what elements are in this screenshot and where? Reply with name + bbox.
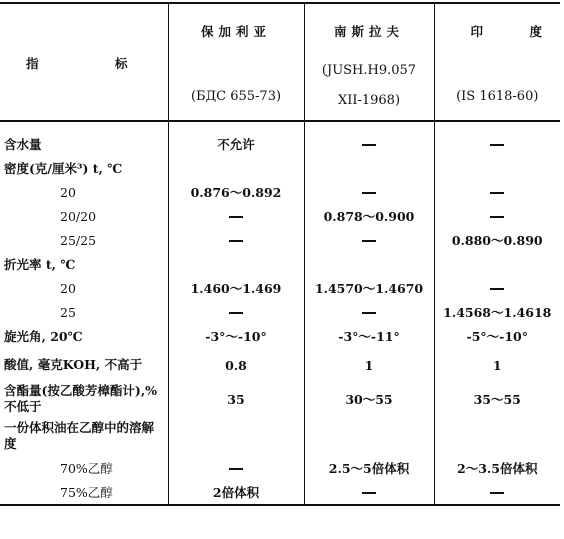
table-row bbox=[0, 228, 560, 252]
row-value-3: 35～55 bbox=[434, 382, 560, 416]
dash-mark bbox=[229, 216, 243, 218]
row-label: 旋光角, 20℃ bbox=[4, 329, 83, 344]
row-value-3 bbox=[434, 156, 560, 180]
row-value-3: 1 bbox=[434, 348, 560, 382]
row-value-2 bbox=[304, 121, 434, 156]
row-value-3: 1.4568～1.4618 bbox=[434, 300, 560, 324]
row-label: 20/20 bbox=[60, 208, 97, 224]
row-value-2 bbox=[304, 180, 434, 204]
essential-oil-standards-table bbox=[0, 2, 560, 506]
row-value-1: 35 bbox=[168, 382, 304, 416]
row-label: 20 bbox=[60, 184, 76, 200]
row-label: 25 bbox=[60, 304, 76, 320]
row-label: 一份体积油在乙醇中的溶解度 bbox=[4, 420, 155, 451]
table-body bbox=[0, 121, 560, 505]
table-row bbox=[0, 252, 560, 276]
row-value-2: -3°～-11° bbox=[304, 324, 434, 348]
row-label: 25/25 bbox=[60, 232, 97, 248]
row-value-2: 30～55 bbox=[304, 382, 434, 416]
index-header-char-2: 标 bbox=[114, 56, 128, 71]
table-row bbox=[0, 324, 560, 348]
table-row bbox=[0, 204, 560, 228]
row-label: 含水量 bbox=[4, 137, 42, 152]
table-row bbox=[0, 456, 560, 480]
row-label: 酸值, 毫克KOH, 不高于 bbox=[4, 357, 143, 372]
row-value-2 bbox=[304, 416, 434, 456]
row-value-1: -3°～-10° bbox=[168, 324, 304, 348]
row-value-3 bbox=[434, 416, 560, 456]
row-value-1: 2倍体积 bbox=[168, 480, 304, 505]
row-value-1: 0.876～0.892 bbox=[168, 180, 304, 204]
row-value-2: 2.5～5倍体积 bbox=[304, 456, 434, 480]
row-label: 70%乙醇 bbox=[60, 461, 113, 476]
table-row bbox=[0, 276, 560, 300]
row-value-3: 0.880～0.890 bbox=[434, 228, 560, 252]
country-header-india bbox=[434, 3, 560, 121]
row-value-2: 0.878～0.900 bbox=[304, 204, 434, 228]
country-header-yugoslavia bbox=[304, 3, 434, 121]
index-header bbox=[0, 3, 168, 121]
row-value-1: 不允许 bbox=[168, 121, 304, 156]
country-name-char-2: 度 bbox=[529, 24, 542, 39]
row-value-1 bbox=[168, 300, 304, 324]
header-row bbox=[0, 3, 560, 121]
country-name-char-1: 印 bbox=[470, 24, 484, 39]
row-value-1 bbox=[168, 416, 304, 456]
table-row bbox=[0, 300, 560, 324]
row-value-1 bbox=[168, 228, 304, 252]
table-row bbox=[0, 348, 560, 382]
country-standard bbox=[305, 56, 434, 116]
row-label: 折光率 t, ℃ bbox=[4, 257, 76, 272]
row-value-1: 0.8 bbox=[168, 348, 304, 382]
dash-mark bbox=[229, 240, 243, 242]
table-row bbox=[0, 382, 560, 416]
dash-mark bbox=[490, 192, 504, 194]
row-value-3 bbox=[434, 480, 560, 505]
table-row bbox=[0, 121, 560, 156]
row-value-2 bbox=[304, 252, 434, 276]
row-value-2: 1 bbox=[304, 348, 434, 382]
row-value-1 bbox=[168, 156, 304, 180]
country-header-bulgaria bbox=[168, 3, 304, 121]
dash-mark bbox=[362, 192, 376, 194]
dash-mark bbox=[362, 492, 376, 494]
row-value-3: 2～3.5倍体积 bbox=[434, 456, 560, 480]
dash-mark bbox=[362, 144, 376, 146]
row-value-2: 1.4570～1.4670 bbox=[304, 276, 434, 300]
dash-mark bbox=[490, 144, 504, 146]
row-value-3: -5°～-10° bbox=[434, 324, 560, 348]
row-value-2 bbox=[304, 156, 434, 180]
row-value-1 bbox=[168, 456, 304, 480]
country-standard-line-1: (JUSH.H9.057 bbox=[321, 63, 417, 78]
row-value-1 bbox=[168, 204, 304, 228]
country-standard: (БДС 655-73) bbox=[190, 89, 282, 104]
row-label: 20 bbox=[60, 280, 76, 296]
row-value-2 bbox=[304, 480, 434, 505]
row-label: 密度(克/厘米³) t, ℃ bbox=[4, 161, 123, 176]
table-row bbox=[0, 416, 560, 456]
row-value-3 bbox=[434, 204, 560, 228]
row-value-3 bbox=[434, 121, 560, 156]
country-name: 南斯拉夫 bbox=[333, 24, 404, 39]
row-value-3 bbox=[434, 252, 560, 276]
dash-mark bbox=[362, 312, 376, 314]
country-standard: (IS 1618-60) bbox=[456, 89, 539, 104]
dash-mark bbox=[490, 216, 504, 218]
dash-mark bbox=[362, 240, 376, 242]
row-value-1 bbox=[168, 252, 304, 276]
row-value-3 bbox=[434, 276, 560, 300]
row-value-3 bbox=[434, 180, 560, 204]
row-label: 含酯量(按乙酸芳樟酯计),%不低于 bbox=[4, 383, 158, 414]
table-row bbox=[0, 480, 560, 505]
country-name: 保加利亚 bbox=[200, 24, 271, 39]
table-row bbox=[0, 180, 560, 204]
dash-mark bbox=[490, 492, 504, 494]
row-value-1: 1.460～1.469 bbox=[168, 276, 304, 300]
row-label: 75%乙醇 bbox=[60, 485, 113, 500]
dash-mark bbox=[229, 468, 243, 470]
index-header-char-1: 指 bbox=[26, 56, 39, 71]
table-row bbox=[0, 156, 560, 180]
dash-mark bbox=[490, 288, 504, 290]
row-value-2 bbox=[304, 228, 434, 252]
country-name bbox=[435, 22, 561, 40]
dash-mark bbox=[229, 312, 243, 314]
country-standard-line-2: XII-1968) bbox=[337, 93, 401, 108]
row-value-2 bbox=[304, 300, 434, 324]
